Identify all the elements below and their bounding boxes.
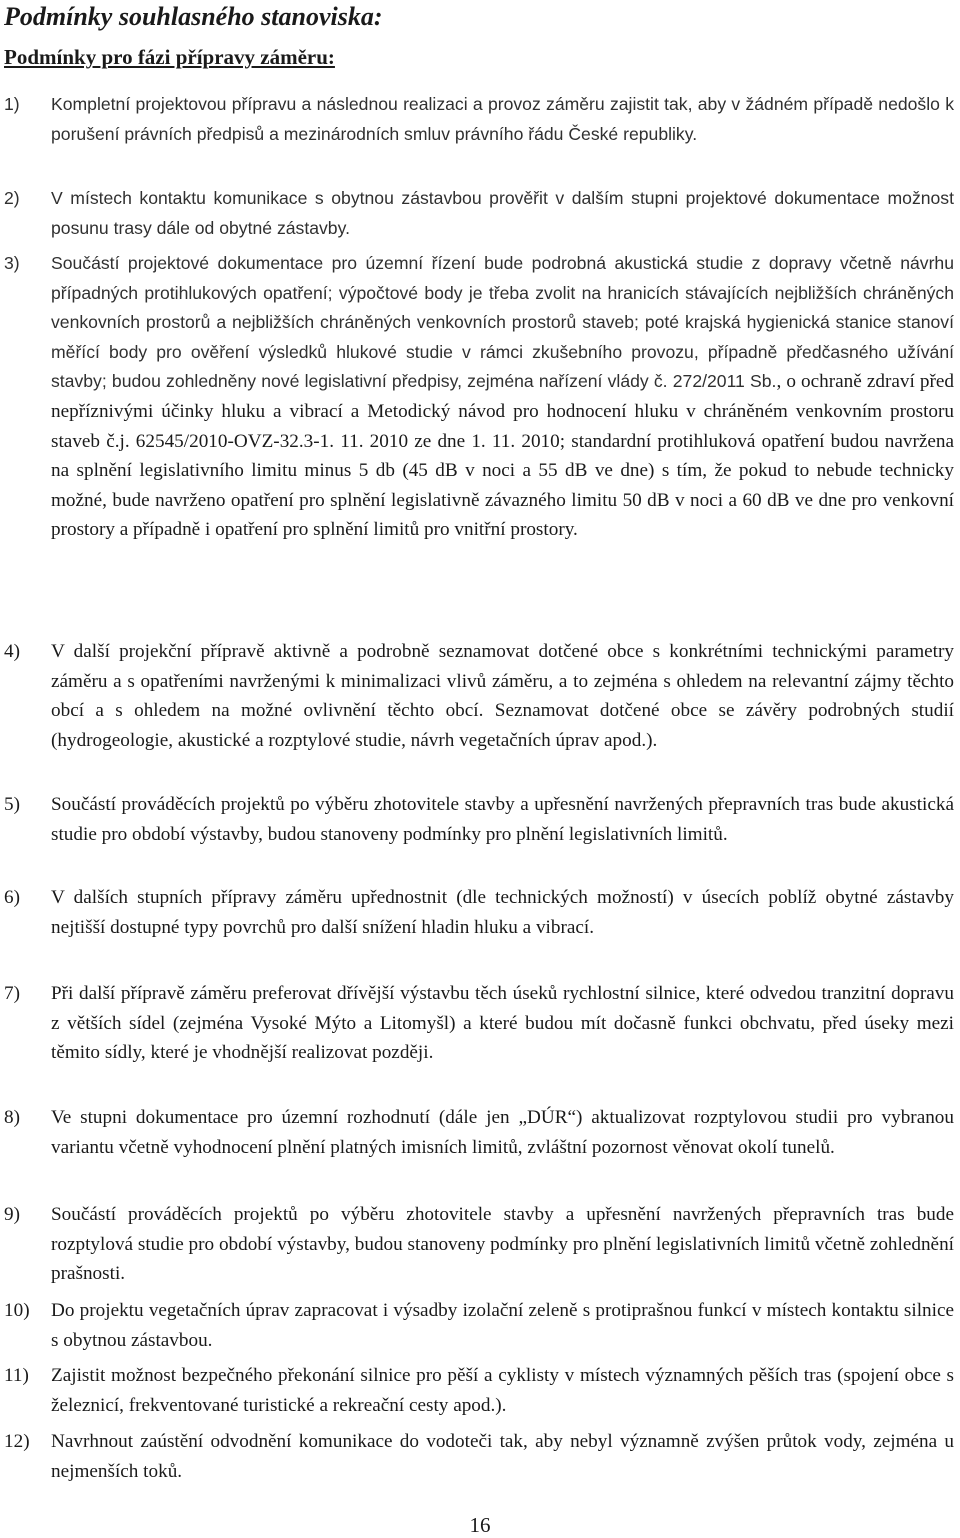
- section-subtitle: Podmínky pro fázi přípravy záměru:: [4, 45, 335, 69]
- item-number: 6): [4, 887, 20, 908]
- item-number: 8): [4, 1107, 20, 1128]
- list-item: [4, 637, 954, 755]
- item-text: Zajistit možnost bezpečného překonání silnice pro pěší a cyklisty v místech významných pěších tras (spojení obce s železnicí, frekventované turistické a rekreační cesty apod.).: [51, 1365, 954, 1416]
- page-number: 16: [469, 1513, 491, 1537]
- item-text: Při další přípravě záměru preferovat dřívější výstavbu těch úseků rychlostní silnice, které odvedou tranzitní dopravu z větších sídel (zejména Vysoké Mýto a Litomyšl) a které budou mít dočasně funkci obchvatu, před úseky mezi těmito sídly, které je vhodnější realizovat později.: [51, 983, 954, 1064]
- list-item: [4, 979, 954, 1068]
- item-number: 4): [4, 641, 20, 662]
- list-item: [4, 1200, 954, 1289]
- item-text: [51, 249, 954, 545]
- list-item: [4, 1427, 954, 1486]
- item-text: V dalších stupních přípravy záměru upřednostnit (dle technických možností) v úsecích poblíž obytné zástavby nejtišší dostupné typy povrchů pro další snížení hladin hluku a vibrací.: [51, 887, 954, 938]
- list-item: [4, 184, 954, 243]
- item-text: Součástí prováděcích projektů po výběru zhotovitele stavby a upřesnění navržených přepravních tras bude akustická studie pro období výstavby, budou stanoveny podmínky pro plnění legislativních limitů.: [51, 794, 954, 845]
- item-number: 5): [4, 794, 20, 815]
- page-title: Podmínky souhlasného stanoviska:: [4, 2, 383, 31]
- list-item: [4, 790, 954, 849]
- item-text-part: Součástí projektové dokumentace pro územní řízení bude podrobná akustická studie z dopravy včetně návrhu případných protihlukových opatření; výpočtové body je třeba zvolit na hranicích stávajících nejbližších chráněných venkovních prostorů a nejbližších chráněných venkovních prostorů staveb; poté krajská hygienická stanice stanoví měřící body pro ověření výsledků hlukové studie v rámci zkušebního provozu, případně předčasného užívání stavby; budou zohledněny nové legislativní předpisy, zejména nařízení vlády č. 272/2011 Sb.: [51, 253, 954, 392]
- item-number: 12): [4, 1431, 30, 1452]
- item-number: 1): [4, 94, 20, 114]
- item-text: Kompletní projektovou přípravu a následnou realizaci a provoz záměru zajistit tak, aby v žádném případě nedošlo k porušení právních předpisů a mezinárodních smluv právního řádu České republiky.: [51, 94, 954, 144]
- item-text-part: 2010; standardní protihluková opatření budou navržena na splnění legislativního limitu minus 5 db (45 dB v noci a 55 dB ve dne) s tím, že pokud to nebude technicky možné, bude navrženo opatření pro splnění legislativně závazného limitu 50 dB v noci a 60 dB ve dne pro venkovní prostory a případně i opatření pro splnění limitů pro vnitřní prostory.: [51, 430, 954, 541]
- item-number: 10): [4, 1300, 30, 1321]
- list-item: [4, 1296, 954, 1355]
- item-text: V další projekční přípravě aktivně a podrobně seznamovat dotčené obce s konkrétními technickými parametry záměru a s opatřeními navrženými k minimalizaci vlivů záměru, a to zejména s ohledem na relevantní zájmy těchto obcí a s ohledem na možné ovlivnění těchto obcí. Seznamovat dotčené obce se závěry podrobných studií (hydrogeologie, akustické a rozptylové studie, návrh vegetačních úprav apod.).: [51, 641, 954, 751]
- item-text: V místech kontaktu komunikace s obytnou zástavbou prověřit v dalším stupni projektové dokumentace možnost posunu trasy dále od obytné zástavby.: [51, 188, 954, 238]
- list-item: [4, 883, 954, 942]
- item-text: Ve stupni dokumentace pro územní rozhodnutí (dále jen „DÚR“) aktualizovat rozptylovou studii pro vybranou variantu včetně vyhodnocení plnění platných imisních limitů, zvláštní pozornost věnovat okolí tunelů.: [51, 1107, 954, 1158]
- item-number: 9): [4, 1204, 20, 1225]
- item-number: 11): [4, 1365, 29, 1386]
- item-number: 2): [4, 188, 20, 208]
- list-item: [4, 249, 954, 545]
- item-number: 3): [4, 253, 20, 273]
- item-text: Součástí prováděcích projektů po výběru zhotovitele stavby a upřesnění navržených přepravních tras bude rozptylová studie pro období výstavby, budou stanoveny podmínky pro plnění legislativních limitů včetně zohlednění prašnosti.: [51, 1204, 954, 1285]
- item-text: Do projektu vegetačních úprav zapracovat i výsadby izolační zeleně s protiprašnou funkcí v místech kontaktu silnice s obytnou zástavbou.: [51, 1300, 954, 1351]
- item-number: 7): [4, 983, 20, 1004]
- list-item: [4, 1103, 954, 1162]
- item-text-part: , o ochraně zdraví před nepříznivými účinky hluku a vibrací a Metodický návod pro hodnocení hluku v chráněném venkovním prostoru staveb č.j. 62545/2010-OVZ-32.3-1. 11. 2010 ze dne 1. 11.: [51, 371, 954, 452]
- item-text: Navrhnout zaústění odvodnění komunikace do vodoteči tak, aby nebyl významně zvýšen průtok vody, zejména u nejmenších toků.: [51, 1431, 954, 1482]
- list-item: [4, 1361, 954, 1420]
- list-item: [4, 90, 954, 149]
